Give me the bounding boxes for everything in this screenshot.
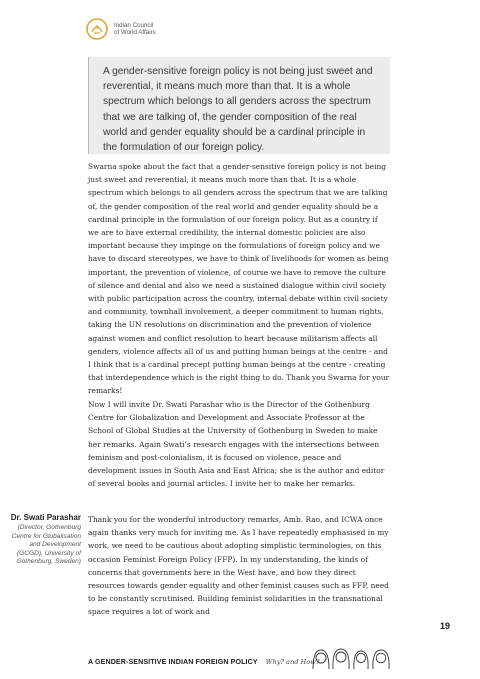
women-faces-illustration-icon [310, 645, 394, 671]
speaker-affiliation: (Director, Gothenburg Centre for Globalisation and Development (GCGD), University of Gothenburg, Sweden) [11, 524, 81, 566]
org-name-line1: Indian Council [114, 22, 154, 29]
page-header [86, 18, 156, 40]
org-name-line2: of World Affairs [114, 29, 156, 36]
page-number: 19 [440, 621, 451, 631]
body-paragraph: Now I will invite Dr. Swati Parashar who is the Director of the Gothenburg Centre for Globalization and Development and Associate Professor at the School of Global Studies at the University of Gothenburg in Sweden to make her remarks. Again Swati’s research engages with the intersections between feminism and post-colonialism, it is focused on violence, peace and development issues in South Asia and East Africa; she is the author and editor of several books and journal articles. I invite her to make her remarks. [88, 400, 385, 489]
footer-title: A GENDER-SENSITIVE INDIAN FOREIGN POLICY [88, 658, 258, 666]
footer-subtitle: Why? and How? [265, 658, 320, 666]
org-name [114, 22, 156, 36]
icwa-logo-icon [86, 18, 108, 40]
speaker-name: Dr. Swati Parashar [10, 513, 81, 522]
pull-quote: A gender-sensitive foreign policy is not being just sweet and reverential, it means much more than that. It is a whole spectrum which belongs to all genders across the spectrum that we are talking of, the gender composition of the real world and gender equality should be a cardinal principle in the formulation of our foreign policy. [88, 57, 390, 154]
page-footer [88, 658, 319, 666]
body-paragraph: Thank you for the wonderful introductory remarks, Amb. Rao, and ICWA once again thanks very much for inviting me. As I have repeatedly emphasised in my work, we need to be cautious about adopting simplistic terminologies, on this occasion Feminist Foreign Policy (FFP). In my understanding, the kinds of concerns that governments here in the West have, and how they direct resources towards gender equality and other feminist causes such as FFP, need to be constantly scrutinised. Building feminist solidarities in the transnational space requires a lot of work and [88, 515, 389, 617]
body-paragraph: Swarna spoke about the fact that a gender-sensitive foreign policy is not being just sweet and reverential, it means much more than that. It is a whole spectrum which belongs to all genders across the spectrum that we are talking of, the gender composition of the real world and gender equality should be a cardinal principle in the formulation of our foreign policy. But as a country if we are to have external credibility, the internal domestic policies are also important because they impinge on the formulations of foreign policy and we have to discard stereotypes, we have to think of livelihoods for women as being important, the prevention of violence, of course we have to remove the culture of silence and denial and also we need a sustained dialogue within civil society with public participation across the country, internal debate within civil society and community, townhall involvement, a deeper commitment to human rights, taking the UN resolutions on discrimination and the prevention of violence against women and conflict resolution to heart because militarism affects all genders, violence affects all of us and putting human beings at the centre - and I think that is a cardinal precept putting human beings at the centre - creating that interdependence which is the right thing to do. Thank you Swarna for your remarks! [88, 162, 390, 396]
speaker-label [8, 512, 81, 567]
